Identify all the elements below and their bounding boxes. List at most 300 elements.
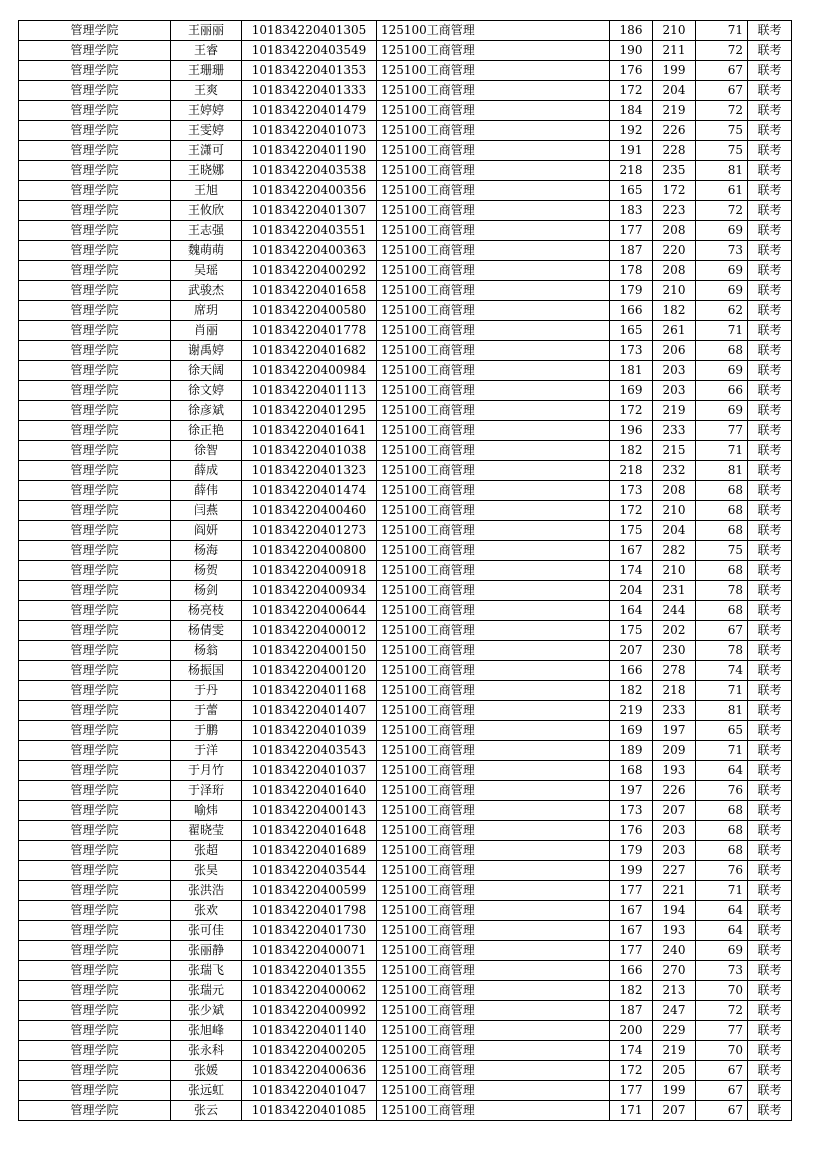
- major-cell: 125100工商管理: [377, 501, 610, 521]
- college-cell: 管理学院: [19, 801, 171, 821]
- exam-type-cell: 联考: [748, 821, 792, 841]
- student-name-cell: 王潇可: [171, 141, 242, 161]
- score-second-cell: 207: [653, 801, 696, 821]
- score-total-cell: 68: [696, 481, 748, 501]
- score-second-cell: 203: [653, 821, 696, 841]
- score-total-cell: 68: [696, 341, 748, 361]
- exam-id-cell: 101834220401648: [242, 821, 377, 841]
- score-total-cell: 71: [696, 881, 748, 901]
- student-name-cell: 杨振国: [171, 661, 242, 681]
- major-cell: 125100工商管理: [377, 1061, 610, 1081]
- exam-type-cell: 联考: [748, 1101, 792, 1121]
- score-first-cell: 182: [610, 441, 653, 461]
- score-total-cell: 75: [696, 541, 748, 561]
- student-name-cell: 王婷婷: [171, 101, 242, 121]
- score-second-cell: 221: [653, 881, 696, 901]
- table-row: [19, 701, 792, 721]
- score-total-cell: 68: [696, 501, 748, 521]
- score-total-cell: 81: [696, 701, 748, 721]
- table-row: [19, 121, 792, 141]
- table-row: [19, 261, 792, 281]
- major-cell: 125100工商管理: [377, 461, 610, 481]
- college-cell: 管理学院: [19, 581, 171, 601]
- college-cell: 管理学院: [19, 521, 171, 541]
- table-row: [19, 881, 792, 901]
- student-name-cell: 王攸欣: [171, 201, 242, 221]
- college-cell: 管理学院: [19, 1061, 171, 1081]
- exam-id-cell: 101834220401730: [242, 921, 377, 941]
- score-total-cell: 68: [696, 821, 748, 841]
- college-cell: 管理学院: [19, 681, 171, 701]
- score-first-cell: 187: [610, 241, 653, 261]
- exam-id-cell: 101834220400984: [242, 361, 377, 381]
- exam-type-cell: 联考: [748, 241, 792, 261]
- exam-type-cell: 联考: [748, 781, 792, 801]
- score-total-cell: 70: [696, 981, 748, 1001]
- score-first-cell: 164: [610, 601, 653, 621]
- score-first-cell: 173: [610, 801, 653, 821]
- score-second-cell: 197: [653, 721, 696, 741]
- student-name-cell: 张永科: [171, 1041, 242, 1061]
- table-row: [19, 901, 792, 921]
- score-first-cell: 183: [610, 201, 653, 221]
- score-total-cell: 71: [696, 741, 748, 761]
- college-cell: 管理学院: [19, 981, 171, 1001]
- major-cell: 125100工商管理: [377, 1101, 610, 1121]
- major-cell: 125100工商管理: [377, 601, 610, 621]
- exam-id-cell: 101834220400071: [242, 941, 377, 961]
- score-second-cell: 193: [653, 761, 696, 781]
- student-name-cell: 张可佳: [171, 921, 242, 941]
- score-second-cell: 208: [653, 481, 696, 501]
- major-cell: 125100工商管理: [377, 481, 610, 501]
- exam-type-cell: 联考: [748, 61, 792, 81]
- table-row: [19, 141, 792, 161]
- exam-type-cell: 联考: [748, 21, 792, 41]
- major-cell: 125100工商管理: [377, 801, 610, 821]
- exam-id-cell: 101834220400800: [242, 541, 377, 561]
- exam-id-cell: 101834220401353: [242, 61, 377, 81]
- student-name-cell: 张少斌: [171, 1001, 242, 1021]
- exam-type-cell: 联考: [748, 861, 792, 881]
- score-first-cell: 177: [610, 941, 653, 961]
- score-first-cell: 177: [610, 881, 653, 901]
- college-cell: 管理学院: [19, 781, 171, 801]
- score-first-cell: 187: [610, 1001, 653, 1021]
- score-second-cell: 204: [653, 521, 696, 541]
- exam-id-cell: 101834220403544: [242, 861, 377, 881]
- score-total-cell: 67: [696, 61, 748, 81]
- student-name-cell: 翟晓莹: [171, 821, 242, 841]
- exam-type-cell: 联考: [748, 841, 792, 861]
- college-cell: 管理学院: [19, 741, 171, 761]
- college-cell: 管理学院: [19, 161, 171, 181]
- exam-id-cell: 101834220400363: [242, 241, 377, 261]
- exam-id-cell: 101834220400120: [242, 661, 377, 681]
- student-name-cell: 徐彦斌: [171, 401, 242, 421]
- table-row: [19, 1081, 792, 1101]
- score-first-cell: 172: [610, 1061, 653, 1081]
- score-total-cell: 67: [696, 1061, 748, 1081]
- major-cell: 125100工商管理: [377, 101, 610, 121]
- student-name-cell: 王睿: [171, 41, 242, 61]
- exam-type-cell: 联考: [748, 221, 792, 241]
- exam-id-cell: 101834220400580: [242, 301, 377, 321]
- score-total-cell: 64: [696, 761, 748, 781]
- college-cell: 管理学院: [19, 481, 171, 501]
- student-name-cell: 薛伟: [171, 481, 242, 501]
- score-first-cell: 184: [610, 101, 653, 121]
- score-second-cell: 172: [653, 181, 696, 201]
- score-second-cell: 219: [653, 1041, 696, 1061]
- table-row: [19, 781, 792, 801]
- college-cell: 管理学院: [19, 221, 171, 241]
- exam-type-cell: 联考: [748, 281, 792, 301]
- major-cell: 125100工商管理: [377, 541, 610, 561]
- college-cell: 管理学院: [19, 401, 171, 421]
- major-cell: 125100工商管理: [377, 641, 610, 661]
- score-first-cell: 197: [610, 781, 653, 801]
- student-name-cell: 王珊珊: [171, 61, 242, 81]
- exam-id-cell: 101834220401640: [242, 781, 377, 801]
- college-cell: 管理学院: [19, 261, 171, 281]
- table-row: [19, 741, 792, 761]
- major-cell: 125100工商管理: [377, 141, 610, 161]
- score-total-cell: 81: [696, 461, 748, 481]
- score-first-cell: 165: [610, 321, 653, 341]
- student-name-cell: 徐智: [171, 441, 242, 461]
- student-name-cell: 张媛: [171, 1061, 242, 1081]
- score-first-cell: 196: [610, 421, 653, 441]
- exam-type-cell: 联考: [748, 561, 792, 581]
- score-second-cell: 270: [653, 961, 696, 981]
- score-total-cell: 68: [696, 521, 748, 541]
- exam-id-cell: 101834220401682: [242, 341, 377, 361]
- college-cell: 管理学院: [19, 21, 171, 41]
- table-row: [19, 381, 792, 401]
- score-first-cell: 181: [610, 361, 653, 381]
- major-cell: 125100工商管理: [377, 261, 610, 281]
- score-first-cell: 176: [610, 61, 653, 81]
- score-total-cell: 71: [696, 21, 748, 41]
- student-name-cell: 杨亮枝: [171, 601, 242, 621]
- table-row: [19, 601, 792, 621]
- major-cell: 125100工商管理: [377, 561, 610, 581]
- major-cell: 125100工商管理: [377, 841, 610, 861]
- student-name-cell: 于鹏: [171, 721, 242, 741]
- score-first-cell: 192: [610, 121, 653, 141]
- college-cell: 管理学院: [19, 661, 171, 681]
- table-row: [19, 1101, 792, 1121]
- exam-type-cell: 联考: [748, 301, 792, 321]
- score-total-cell: 73: [696, 961, 748, 981]
- score-total-cell: 68: [696, 801, 748, 821]
- college-cell: 管理学院: [19, 301, 171, 321]
- student-name-cell: 武骏杰: [171, 281, 242, 301]
- major-cell: 125100工商管理: [377, 421, 610, 441]
- exam-id-cell: 101834220401641: [242, 421, 377, 441]
- major-cell: 125100工商管理: [377, 821, 610, 841]
- table-row: [19, 941, 792, 961]
- score-second-cell: 233: [653, 421, 696, 441]
- score-first-cell: 167: [610, 901, 653, 921]
- exam-id-cell: 101834220400636: [242, 1061, 377, 1081]
- score-total-cell: 69: [696, 281, 748, 301]
- score-first-cell: 166: [610, 301, 653, 321]
- score-second-cell: 211: [653, 41, 696, 61]
- score-first-cell: 200: [610, 1021, 653, 1041]
- score-total-cell: 65: [696, 721, 748, 741]
- major-cell: 125100工商管理: [377, 241, 610, 261]
- score-total-cell: 72: [696, 1001, 748, 1021]
- college-cell: 管理学院: [19, 1001, 171, 1021]
- exam-type-cell: 联考: [748, 681, 792, 701]
- student-name-cell: 杨倩雯: [171, 621, 242, 641]
- student-name-cell: 吴瑶: [171, 261, 242, 281]
- major-cell: 125100工商管理: [377, 21, 610, 41]
- score-second-cell: 206: [653, 341, 696, 361]
- college-cell: 管理学院: [19, 621, 171, 641]
- score-total-cell: 78: [696, 641, 748, 661]
- score-total-cell: 64: [696, 901, 748, 921]
- college-cell: 管理学院: [19, 381, 171, 401]
- score-second-cell: 228: [653, 141, 696, 161]
- table-row: [19, 101, 792, 121]
- major-cell: 125100工商管理: [377, 681, 610, 701]
- score-second-cell: 219: [653, 101, 696, 121]
- score-first-cell: 171: [610, 1101, 653, 1121]
- score-first-cell: 182: [610, 981, 653, 1001]
- score-total-cell: 67: [696, 81, 748, 101]
- major-cell: 125100工商管理: [377, 181, 610, 201]
- score-first-cell: 219: [610, 701, 653, 721]
- score-total-cell: 69: [696, 401, 748, 421]
- major-cell: 125100工商管理: [377, 321, 610, 341]
- exam-id-cell: 101834220401047: [242, 1081, 377, 1101]
- table-row: [19, 961, 792, 981]
- exam-id-cell: 101834220401140: [242, 1021, 377, 1041]
- table-row: [19, 1021, 792, 1041]
- exam-type-cell: 联考: [748, 521, 792, 541]
- score-second-cell: 213: [653, 981, 696, 1001]
- student-name-cell: 王旭: [171, 181, 242, 201]
- score-table: [18, 20, 792, 1121]
- score-second-cell: 218: [653, 681, 696, 701]
- exam-id-cell: 101834220401333: [242, 81, 377, 101]
- college-cell: 管理学院: [19, 361, 171, 381]
- college-cell: 管理学院: [19, 721, 171, 741]
- score-total-cell: 62: [696, 301, 748, 321]
- score-second-cell: 232: [653, 461, 696, 481]
- college-cell: 管理学院: [19, 181, 171, 201]
- college-cell: 管理学院: [19, 501, 171, 521]
- major-cell: 125100工商管理: [377, 281, 610, 301]
- table-row: [19, 801, 792, 821]
- exam-type-cell: 联考: [748, 101, 792, 121]
- exam-id-cell: 101834220401039: [242, 721, 377, 741]
- student-name-cell: 张瑞飞: [171, 961, 242, 981]
- student-name-cell: 王丽丽: [171, 21, 242, 41]
- college-cell: 管理学院: [19, 541, 171, 561]
- exam-id-cell: 101834220400599: [242, 881, 377, 901]
- exam-id-cell: 101834220401295: [242, 401, 377, 421]
- score-first-cell: 179: [610, 841, 653, 861]
- major-cell: 125100工商管理: [377, 41, 610, 61]
- college-cell: 管理学院: [19, 1081, 171, 1101]
- table-row: [19, 501, 792, 521]
- exam-type-cell: 联考: [748, 621, 792, 641]
- student-name-cell: 席玥: [171, 301, 242, 321]
- student-name-cell: 张远虹: [171, 1081, 242, 1101]
- college-cell: 管理学院: [19, 961, 171, 981]
- score-first-cell: 174: [610, 561, 653, 581]
- score-second-cell: 194: [653, 901, 696, 921]
- table-row: [19, 461, 792, 481]
- college-cell: 管理学院: [19, 701, 171, 721]
- score-second-cell: 209: [653, 741, 696, 761]
- table-row: [19, 1041, 792, 1061]
- college-cell: 管理学院: [19, 321, 171, 341]
- student-name-cell: 于月竹: [171, 761, 242, 781]
- major-cell: 125100工商管理: [377, 961, 610, 981]
- student-name-cell: 谢禹婷: [171, 341, 242, 361]
- college-cell: 管理学院: [19, 201, 171, 221]
- exam-id-cell: 101834220400934: [242, 581, 377, 601]
- exam-id-cell: 101834220400292: [242, 261, 377, 281]
- exam-type-cell: 联考: [748, 121, 792, 141]
- exam-id-cell: 101834220401474: [242, 481, 377, 501]
- exam-id-cell: 101834220401073: [242, 121, 377, 141]
- score-total-cell: 71: [696, 681, 748, 701]
- table-row: [19, 201, 792, 221]
- major-cell: 125100工商管理: [377, 1021, 610, 1041]
- exam-type-cell: 联考: [748, 981, 792, 1001]
- score-second-cell: 208: [653, 261, 696, 281]
- table-row: [19, 981, 792, 1001]
- score-first-cell: 175: [610, 621, 653, 641]
- table-row: [19, 341, 792, 361]
- score-second-cell: 202: [653, 621, 696, 641]
- student-name-cell: 杨海: [171, 541, 242, 561]
- table-body: [19, 21, 792, 1121]
- student-name-cell: 王雯婷: [171, 121, 242, 141]
- score-second-cell: 278: [653, 661, 696, 681]
- exam-id-cell: 101834220401689: [242, 841, 377, 861]
- student-name-cell: 张旭峰: [171, 1021, 242, 1041]
- exam-type-cell: 联考: [748, 581, 792, 601]
- score-first-cell: 204: [610, 581, 653, 601]
- college-cell: 管理学院: [19, 41, 171, 61]
- score-first-cell: 186: [610, 21, 653, 41]
- college-cell: 管理学院: [19, 841, 171, 861]
- major-cell: 125100工商管理: [377, 761, 610, 781]
- exam-id-cell: 101834220401190: [242, 141, 377, 161]
- major-cell: 125100工商管理: [377, 301, 610, 321]
- major-cell: 125100工商管理: [377, 441, 610, 461]
- exam-id-cell: 101834220400062: [242, 981, 377, 1001]
- table-row: [19, 361, 792, 381]
- exam-type-cell: 联考: [748, 401, 792, 421]
- exam-type-cell: 联考: [748, 261, 792, 281]
- exam-type-cell: 联考: [748, 661, 792, 681]
- score-second-cell: 220: [653, 241, 696, 261]
- score-first-cell: 166: [610, 661, 653, 681]
- score-total-cell: 67: [696, 1081, 748, 1101]
- student-name-cell: 王爽: [171, 81, 242, 101]
- college-cell: 管理学院: [19, 1101, 171, 1121]
- score-total-cell: 64: [696, 921, 748, 941]
- score-second-cell: 226: [653, 781, 696, 801]
- exam-id-cell: 101834220401479: [242, 101, 377, 121]
- exam-type-cell: 联考: [748, 201, 792, 221]
- student-name-cell: 闫燕: [171, 501, 242, 521]
- major-cell: 125100工商管理: [377, 621, 610, 641]
- score-total-cell: 76: [696, 781, 748, 801]
- college-cell: 管理学院: [19, 761, 171, 781]
- major-cell: 125100工商管理: [377, 741, 610, 761]
- score-second-cell: 231: [653, 581, 696, 601]
- table-row: [19, 621, 792, 641]
- student-name-cell: 王晓娜: [171, 161, 242, 181]
- college-cell: 管理学院: [19, 281, 171, 301]
- college-cell: 管理学院: [19, 121, 171, 141]
- exam-id-cell: 101834220401407: [242, 701, 377, 721]
- table-row: [19, 721, 792, 741]
- student-name-cell: 肖丽: [171, 321, 242, 341]
- student-name-cell: 杨贺: [171, 561, 242, 581]
- exam-id-cell: 101834220401658: [242, 281, 377, 301]
- exam-type-cell: 联考: [748, 901, 792, 921]
- score-second-cell: 207: [653, 1101, 696, 1121]
- student-name-cell: 王志强: [171, 221, 242, 241]
- exam-type-cell: 联考: [748, 321, 792, 341]
- table-row: [19, 321, 792, 341]
- table-row: [19, 1061, 792, 1081]
- exam-id-cell: 101834220401798: [242, 901, 377, 921]
- score-second-cell: 205: [653, 1061, 696, 1081]
- student-name-cell: 张昊: [171, 861, 242, 881]
- table-row: [19, 821, 792, 841]
- score-first-cell: 199: [610, 861, 653, 881]
- score-total-cell: 66: [696, 381, 748, 401]
- score-first-cell: 172: [610, 401, 653, 421]
- exam-type-cell: 联考: [748, 41, 792, 61]
- exam-id-cell: 101834220401113: [242, 381, 377, 401]
- student-name-cell: 薛成: [171, 461, 242, 481]
- college-cell: 管理学院: [19, 641, 171, 661]
- score-total-cell: 75: [696, 121, 748, 141]
- major-cell: 125100工商管理: [377, 901, 610, 921]
- student-name-cell: 张丽静: [171, 941, 242, 961]
- score-total-cell: 69: [696, 261, 748, 281]
- score-first-cell: 218: [610, 461, 653, 481]
- table-row: [19, 1001, 792, 1021]
- college-cell: 管理学院: [19, 901, 171, 921]
- exam-id-cell: 101834220400012: [242, 621, 377, 641]
- student-name-cell: 阎妍: [171, 521, 242, 541]
- exam-type-cell: 联考: [748, 81, 792, 101]
- score-first-cell: 179: [610, 281, 653, 301]
- score-second-cell: 215: [653, 441, 696, 461]
- table-row: [19, 481, 792, 501]
- college-cell: 管理学院: [19, 601, 171, 621]
- major-cell: 125100工商管理: [377, 1041, 610, 1061]
- student-name-cell: 杨翁: [171, 641, 242, 661]
- table-row: [19, 241, 792, 261]
- exam-id-cell: 101834220401168: [242, 681, 377, 701]
- score-first-cell: 207: [610, 641, 653, 661]
- major-cell: 125100工商管理: [377, 401, 610, 421]
